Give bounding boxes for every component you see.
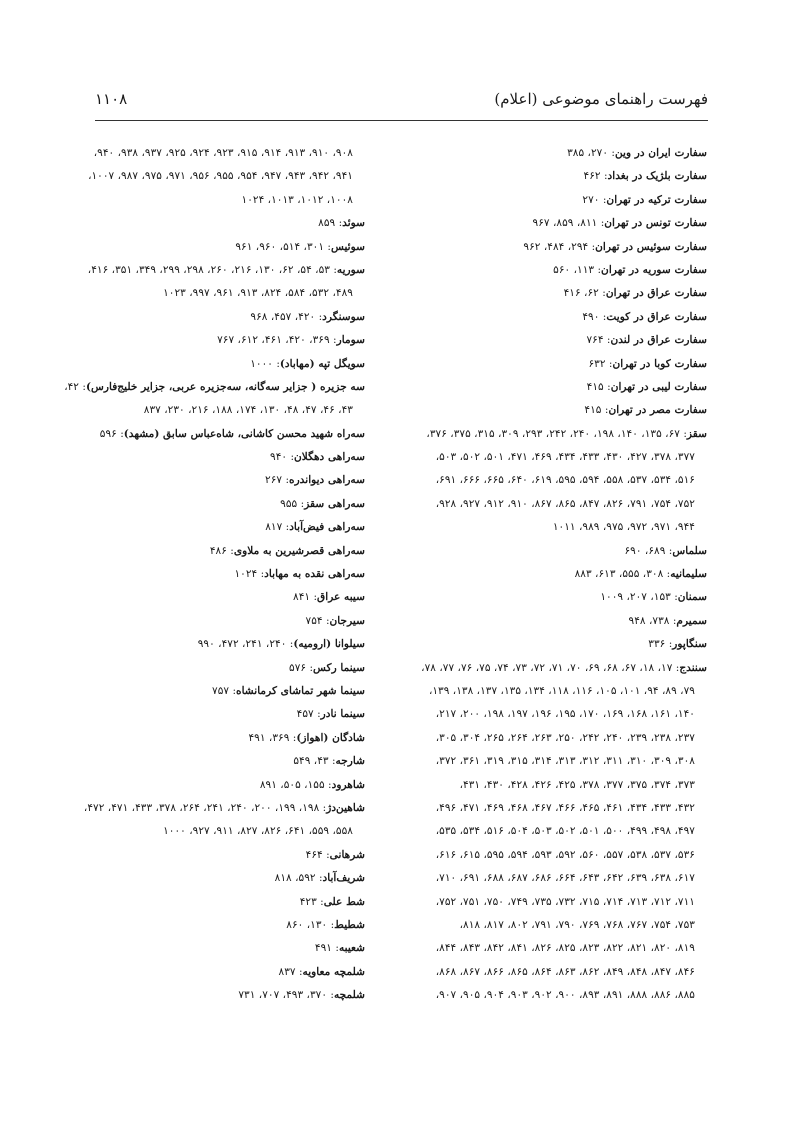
index-entry — [95, 914, 365, 937]
entry-pages: ۱۰۲۴ — [234, 568, 258, 581]
entry-continuation: ۳۷۷، ۳۷۸، ۴۲۷، ۴۳۰، ۴۳۳، ۴۳۴، ۴۶۹، ۴۷۱، ۵۰۱، ۵۰۲، ۵۰۳، — [435, 451, 695, 464]
index-entry — [95, 750, 365, 773]
entry-heading: سوسنگرد : — [315, 311, 365, 323]
index-entry — [95, 516, 365, 539]
entry-pages: ۳۳۶ — [648, 638, 666, 651]
entry-pages: ۹۴۰ — [270, 451, 288, 464]
index-entry — [415, 610, 707, 633]
entry-pages: ۷۵۴ — [305, 614, 323, 627]
entry-pages: ۱۵۳، ۲۰۷، ۱۰۰۹ — [600, 591, 671, 604]
entry-heading: سه‌راهی سقز : — [297, 498, 365, 510]
index-entry — [95, 961, 365, 984]
entry-continuation: ۶۱۷، ۶۳۸، ۶۳۹، ۶۴۲، ۶۴۳، ۶۶۴، ۶۸۶، ۶۸۷، ۶۸۸، ۶۹۱، ۷۱۰، — [435, 872, 695, 885]
entry-continuation: ۷۵۲، ۷۵۴، ۷۹۱، ۸۲۶، ۸۴۷، ۸۶۵، ۸۶۷، ۹۱۰، ۹۱۲، ۹۲۷، ۹۲۸، — [435, 497, 695, 510]
entry-heading: سفارت تونس در تهران : — [597, 217, 707, 229]
entry-pages: ۹۵۵ — [280, 497, 298, 510]
index-entry — [87, 259, 365, 282]
entry-pages: ۶۲، ۴۱۶ — [563, 287, 599, 300]
entry-heading: شاهین‌دژ : — [319, 802, 365, 814]
entry-pages: ۴۱۵ — [584, 404, 602, 417]
index-entry — [95, 844, 365, 867]
entry-heading: شاهرود : — [325, 779, 365, 791]
entry-continuation: ۴۸۹، ۵۳۲، ۵۸۴، ۸۲۴، ۹۱۳، ۹۶۱، ۹۹۷، ۱۰۲۳ — [163, 287, 353, 300]
index-entry — [95, 727, 365, 750]
entry-heading: سفارت ترکیه در تهران : — [599, 194, 707, 206]
entry-heading: سفارت لیبی در تهران : — [604, 381, 707, 393]
entry-continuation: ۴۳۲، ۴۳۳، ۴۳۴، ۴۶۱، ۴۶۵، ۴۶۶، ۴۶۷، ۴۶۸، ۴۶۹، ۴۷۱، ۴۹۶، — [435, 801, 695, 814]
entry-continuation: ۳۷۳، ۳۷۴، ۳۷۵، ۳۷۷، ۳۷۸، ۴۲۵، ۴۲۶، ۴۲۸، ۴۳۰، ۴۳۱، — [459, 778, 695, 791]
index-entry — [95, 891, 365, 914]
index-entry — [64, 376, 365, 399]
index-entry — [415, 306, 707, 329]
entry-continuation: ۷۹، ۸۹، ۹۴، ۱۰۱، ۱۰۵، ۱۱۶، ۱۱۸، ۱۳۴، ۱۳۵، ۱۳۷، ۱۳۸، ۱۳۹، — [428, 684, 695, 697]
entry-pages: ۴۲۳ — [299, 895, 317, 908]
entry-heading: سنگاپور : — [665, 638, 707, 650]
entry-continuation: ۵۱۶، ۵۳۴، ۵۳۷، ۵۵۸، ۵۹۴، ۵۹۵، ۶۱۹، ۶۴۰، ۶۶۵، ۶۶۶، ۶۹۱، — [435, 474, 695, 487]
index-entry — [95, 774, 365, 797]
entry-continuation: ۹۰۸، ۹۱۰، ۹۱۳، ۹۱۴، ۹۱۵، ۹۲۳، ۹۲۴، ۹۲۵، ۹۳۷، ۹۳۸، ۹۴۰، — [93, 147, 353, 159]
entry-heading: سفارت عراق در تهران : — [599, 287, 707, 299]
index-entry — [95, 236, 365, 259]
entry-pages: ۷۵۷ — [212, 684, 230, 697]
index-entry — [95, 353, 365, 376]
header-rule — [95, 120, 708, 121]
entry-heading: سمیرم : — [669, 615, 707, 627]
entry-heading: سه‌راهی دیواندره : — [282, 474, 365, 486]
entry-continuation: ۵۳۶، ۵۳۷، ۵۳۸، ۵۵۷، ۵۶۰، ۵۹۲، ۵۹۳، ۵۹۴، ۵۹۵، ۶۱۵، ۶۱۶، — [435, 848, 695, 861]
entry-pages: ۴۶۴ — [305, 848, 323, 861]
entry-continuation: ۳۰۸، ۳۰۹، ۳۱۰، ۳۱۱، ۳۱۲، ۳۱۳، ۳۱۴، ۳۱۵، ۳۱۹، ۳۶۱، ۳۷۲، — [435, 755, 695, 768]
entry-heading: سومار : — [330, 334, 365, 346]
entry-heading: سلماس : — [665, 545, 707, 557]
entry-pages: ۳۰۱، ۵۱۴، ۹۶۰، ۹۶۱ — [235, 240, 325, 253]
index-entry — [95, 446, 365, 469]
entry-heading: سلیمانیه : — [663, 568, 707, 580]
entry-pages: ۲۷۰، ۳۸۵ — [567, 147, 609, 159]
entry-pages: ۶۳۲ — [588, 357, 606, 370]
entry-pages: ۱۰۰۰ — [250, 357, 273, 370]
entry-pages: ۴۹۱ — [314, 942, 332, 955]
index-entry — [95, 586, 365, 609]
index-entry — [415, 563, 707, 586]
entry-heading: سویگل تپه (مهاباد) : — [273, 358, 365, 370]
index-entry — [95, 563, 365, 586]
entry-heading: سفارت ایران در وین : — [608, 147, 707, 159]
entry-pages: ۵۳، ۵۴، ۶۲، ۱۳۰، ۲۱۶، ۲۶۰، ۲۹۸، ۲۹۹، ۳۴۹، ۳۵۱، ۴۱۶، — [87, 263, 330, 276]
index-entry — [95, 493, 365, 516]
entry-heading: شادگان (اهواز) : — [289, 732, 365, 744]
entry-pages: ۸۱۱، ۸۵۹، ۹۶۷ — [532, 217, 598, 230]
index-entry — [415, 142, 707, 165]
entry-continuation: ۵۵۸، ۵۵۹، ۶۴۱، ۸۲۶، ۸۲۷، ۹۱۱، ۹۲۷، ۱۰۰۰ — [163, 825, 353, 838]
index-entry — [415, 399, 707, 422]
index-entry — [415, 259, 707, 282]
entry-pages: ۲۴۰، ۲۴۱، ۴۷۲، ۹۹۰ — [197, 638, 287, 651]
index-entry — [95, 867, 365, 890]
index-entry — [415, 212, 707, 235]
entry-heading: شلمچه : — [327, 989, 365, 1001]
entry-heading: شطیط : — [327, 919, 365, 931]
entry-pages: ۸۳۷ — [278, 965, 296, 978]
page-number: ۱۱۰۸ — [95, 90, 128, 108]
entry-continuation: ۴۹۷، ۴۹۸، ۴۹۹، ۵۰۰، ۵۰۱، ۵۰۲، ۵۰۳، ۵۰۴، ۵۱۶، ۵۳۴، ۵۳۵، — [435, 825, 695, 838]
index-entry — [415, 586, 707, 609]
page-title: فهرست راهنمای موضوعی (اعلام) — [494, 90, 708, 108]
index-entry — [415, 540, 707, 563]
entry-heading: سوئد : — [335, 217, 365, 229]
index-column-right — [415, 142, 707, 1007]
entry-heading: سه‌راهی فیض‌آباد : — [282, 521, 365, 533]
index-entry — [95, 212, 365, 235]
entry-heading: سینما شهر تماشای کرمانشاه : — [229, 685, 365, 697]
entry-heading: شط علی : — [317, 896, 365, 908]
entry-pages: ۸۱۷ — [265, 521, 283, 534]
entry-heading: سنندج : — [672, 662, 707, 674]
index-entry — [415, 353, 707, 376]
entry-heading: شعیبه : — [332, 942, 365, 954]
index-entry — [415, 189, 707, 212]
index-entry — [415, 236, 707, 259]
entry-heading: سفارت کوبا در تهران : — [606, 358, 707, 370]
index-entry — [95, 329, 365, 352]
index-entry — [95, 306, 365, 329]
entry-pages: ۷۳۸، ۹۴۸ — [628, 614, 670, 627]
entry-heading: سینما رکس : — [306, 662, 365, 674]
entry-pages: ۸۴۱ — [293, 591, 311, 604]
entry-pages: ۴۶۲ — [583, 170, 601, 183]
entry-continuation: ۷۵۳، ۷۵۴، ۷۶۷، ۷۶۸، ۷۶۹، ۷۹۰، ۷۹۱، ۸۰۲، ۸۱۷، ۸۱۸، — [459, 918, 695, 931]
entry-pages: ۴۲۰، ۴۵۷، ۹۶۸ — [250, 310, 316, 323]
entry-pages: ۱۷، ۱۸، ۶۷، ۶۸، ۶۹، ۷۰، ۷۱، ۷۲، ۷۳، ۷۴، ۷۵، ۷۶، ۷۷، ۷۸، — [421, 661, 673, 674]
entry-pages: ۶۸۹، ۶۹۰ — [624, 544, 666, 557]
entry-pages: ۱۹۸، ۱۹۹، ۲۰۰، ۲۴۰، ۲۴۱، ۲۶۴، ۳۷۸، ۴۳۳، ۴۷۱، ۴۷۲، — [83, 801, 320, 814]
entry-pages: ۴۲، — [64, 380, 79, 393]
index-entry — [95, 937, 365, 960]
entry-heading: سیرجان : — [323, 615, 365, 627]
entry-pages: ۴۹۰ — [582, 310, 600, 323]
entry-pages: ۴۳، ۵۴۹ — [293, 755, 329, 768]
entry-continuation: ۱۴۰، ۱۶۱، ۱۶۸، ۱۶۹، ۱۷۰، ۱۹۵، ۱۹۶، ۱۹۷، ۱۹۸، ۲۰۰، ۲۱۷، — [435, 708, 695, 721]
entry-pages: ۳۶۹، ۴۲۰، ۴۶۱، ۶۱۲، ۷۶۷ — [217, 334, 330, 347]
entry-heading: شارجه : — [329, 755, 365, 767]
entry-pages: ۳۰۸، ۵۵۵، ۶۱۳، ۸۸۳ — [574, 568, 664, 581]
entry-continuation: ۹۴۴، ۹۷۱، ۹۷۲، ۹۷۵، ۹۸۹، ۱۰۱۱ — [552, 521, 695, 534]
entry-heading: سفارت بلژیک در بغداد : — [601, 170, 707, 182]
entry-heading: شریف‌آباد : — [316, 872, 365, 884]
index-entry — [95, 610, 365, 633]
entry-pages: ۸۵۹ — [318, 217, 336, 230]
entry-pages: ۶۷، ۱۳۵، ۱۴۰، ۱۹۸، ۲۴۰، ۲۴۲، ۲۹۳، ۳۰۹، ۳۱۵، ۳۷۵، ۳۷۶، — [426, 427, 680, 440]
index-entry — [95, 657, 365, 680]
index-entry — [95, 703, 365, 726]
entry-pages: ۴۸۶ — [209, 544, 227, 557]
entry-heading: سفارت عراق در لندن : — [604, 334, 707, 346]
index-entry — [415, 376, 707, 399]
entry-pages: ۵۹۲، ۸۱۸ — [274, 872, 316, 885]
entry-pages: ۲۶۷ — [265, 474, 283, 487]
index-entry — [415, 329, 707, 352]
entry-heading: سه‌راهی دهگلان : — [287, 451, 365, 463]
entry-continuation: ۴۳، ۴۶، ۴۷، ۴۸، ۱۳۰، ۱۷۴، ۱۸۸، ۲۱۶، ۲۳۰، ۸۳۷ — [143, 404, 353, 417]
entry-heading: سمنان : — [671, 591, 707, 603]
index-column-left — [64, 142, 365, 1007]
entry-heading: سوئیس : — [324, 241, 365, 253]
entry-pages: ۱۵۵، ۵۰۵، ۸۹۱ — [259, 778, 325, 791]
entry-heading: سوریه : — [330, 264, 365, 276]
index-entry — [95, 469, 365, 492]
entry-heading: سیبه عراق : — [310, 591, 365, 603]
entry-heading: سفارت سوئیس در تهران : — [588, 241, 707, 253]
entry-heading: سینما نادر : — [314, 708, 365, 720]
entry-heading: سه‌راهی نقده به مهاباد : — [257, 568, 365, 580]
entry-pages: ۴۵۷ — [296, 708, 314, 721]
entry-pages: ۴۱۵ — [586, 380, 604, 393]
index-entry — [95, 680, 365, 703]
entry-heading: سه‌راه شهید محسن کاشانی، شاه‌عباس سابق (مشهد) : — [117, 428, 365, 440]
entry-heading: سفارت مصر در تهران : — [602, 404, 708, 416]
entry-heading: سه جزیره ( جزایر سه‌گانه، سه‌جزیره عربی، جزایر خلیج‌فارس) : — [79, 381, 365, 393]
entry-continuation: ۹۴۱، ۹۴۲، ۹۴۳، ۹۴۷، ۹۵۴، ۹۵۵، ۹۵۶، ۹۷۱، ۹۷۵، ۹۸۷، ۱۰۰۷، — [88, 170, 353, 183]
entry-heading: شلمچه معاویه : — [296, 966, 365, 978]
index-entry — [415, 282, 707, 305]
entry-heading: سفارت سوریه در تهران : — [594, 264, 707, 276]
index-entry — [95, 984, 365, 1007]
entry-heading: سقز : — [680, 428, 707, 440]
entry-pages: ۲۷۰ — [582, 193, 600, 206]
entry-pages: ۳۷۰، ۴۹۳، ۷۰۷، ۷۳۱ — [238, 989, 328, 1002]
index-entry — [95, 540, 365, 563]
entry-pages: ۲۹۴، ۴۸۴، ۹۶۲ — [523, 240, 589, 253]
entry-continuation: ۸۱۹، ۸۲۰، ۸۲۱، ۸۲۲، ۸۲۳، ۸۲۵، ۸۲۶، ۸۴۱، ۸۴۲، ۸۴۳، ۸۴۴، — [435, 942, 695, 955]
index-entry — [95, 423, 365, 446]
page-header — [95, 88, 708, 116]
index-entry — [415, 633, 707, 656]
entry-continuation: ۲۳۷، ۲۳۸، ۲۳۹، ۲۴۰، ۲۴۲، ۲۵۰، ۲۶۳، ۲۶۴، ۲۶۵، ۳۰۴، ۳۰۵، — [435, 731, 695, 744]
entry-pages: ۳۶۹، ۴۹۱ — [248, 731, 290, 744]
entry-heading: شرهانی : — [323, 849, 365, 861]
entry-pages: ۷۶۴ — [586, 334, 604, 347]
entry-continuation: ۸۴۶، ۸۴۷، ۸۴۸، ۸۴۹، ۸۶۲، ۸۶۳، ۸۶۴، ۸۶۵، ۸۶۶، ۸۶۷، ۸۶۸، — [435, 965, 695, 978]
entry-pages: ۱۱۳، ۵۶۰ — [553, 263, 595, 276]
entry-heading: سیلوانا (ارومیه) : — [286, 638, 365, 650]
entry-pages: ۵۹۶ — [99, 427, 117, 440]
index-entry — [95, 633, 365, 656]
entry-heading: سفارت عراق در کویت : — [599, 311, 707, 323]
entry-continuation: ۸۸۵، ۸۸۶، ۸۸۸، ۸۹۱، ۸۹۳، ۹۰۰، ۹۰۲، ۹۰۳، ۹۰۴، ۹۰۵، ۹۰۷، — [435, 989, 695, 1002]
entry-pages: ۱۳۰، ۸۶۰ — [286, 918, 328, 931]
index-entry — [415, 165, 707, 188]
entry-pages: ۵۷۶ — [289, 661, 307, 674]
entry-continuation: ۱۰۰۸، ۱۰۱۲، ۱۰۱۳، ۱۰۲۴ — [241, 193, 353, 206]
entry-heading: سه‌راهی قصرشیرین به ملاوی : — [227, 545, 365, 557]
index-entry — [415, 423, 707, 446]
index-entry — [415, 657, 707, 680]
index-entry — [83, 797, 365, 820]
entry-continuation: ۷۱۱، ۷۱۲، ۷۱۳، ۷۱۴، ۷۱۵، ۷۳۲، ۷۳۵، ۷۴۹، ۷۵۰، ۷۵۱، ۷۵۲، — [435, 895, 695, 908]
